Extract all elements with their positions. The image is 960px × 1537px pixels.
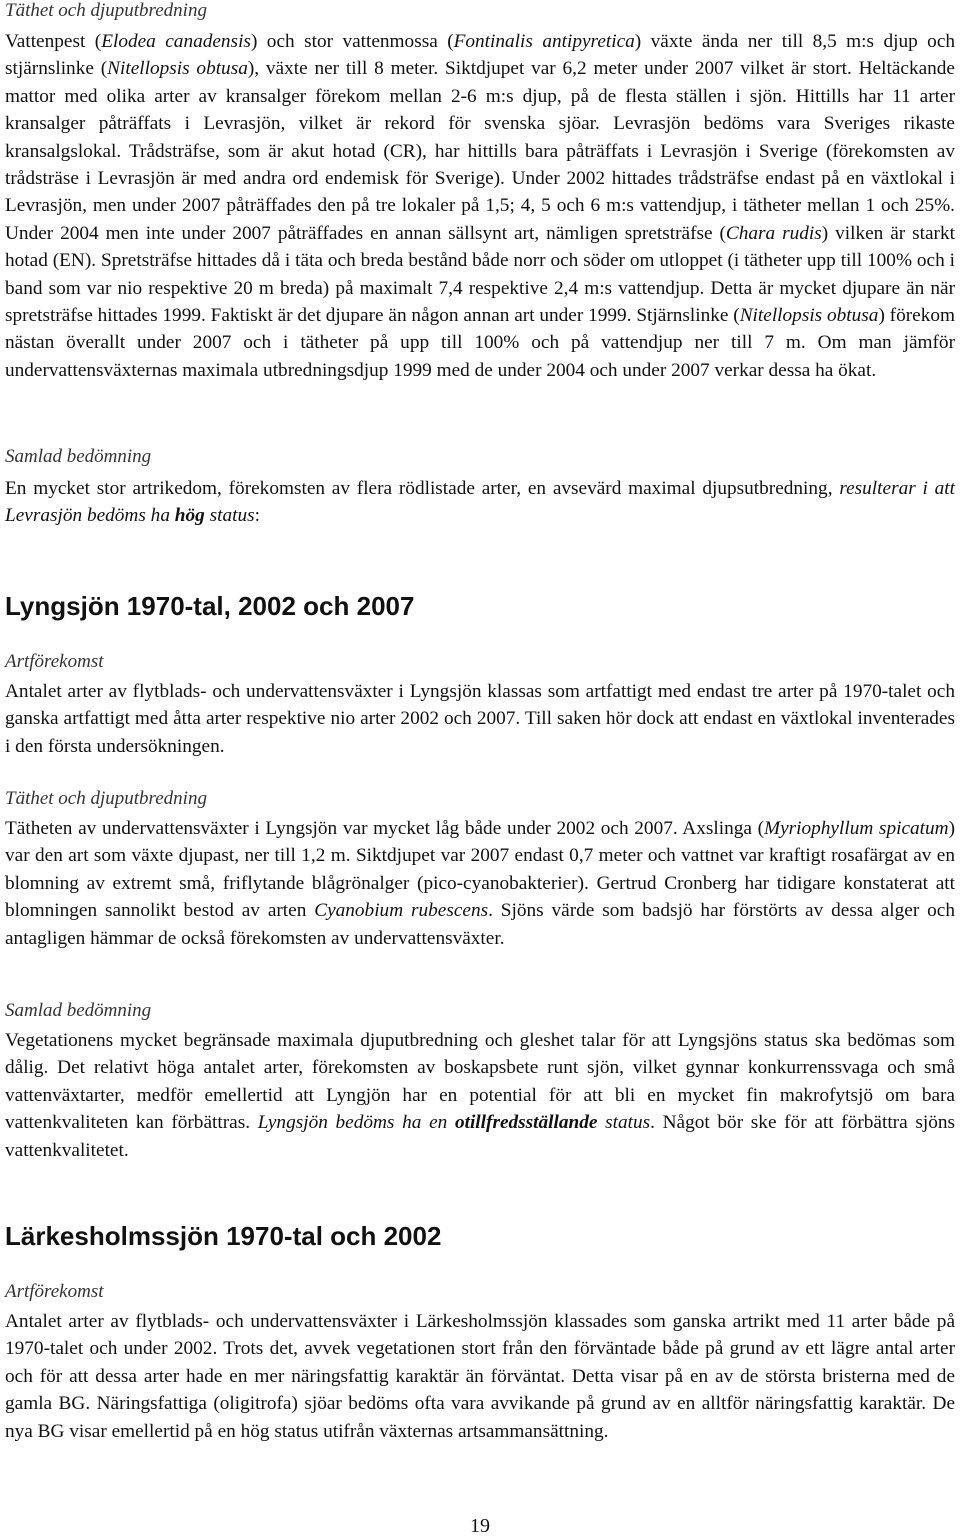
species-name: Elodea canadensis — [101, 31, 251, 52]
page-number: 19 — [470, 1515, 490, 1537]
paragraph-lyngsjon-depth — [5, 815, 955, 952]
status-word: otillfredsställande — [454, 1112, 598, 1134]
text-run: ) förekom nästan överallt under 2007 och i tätheter på upp till 100% och på vattendjup ner till 7 m. Om man jämför undervattensväxternas maximala utbredningsdjup 1999 med de under 2004 och under 2007 verkar dessa ha ökat. — [5, 305, 956, 381]
subheading-samlad-bedomning: Samlad bedömning — [5, 446, 152, 467]
text-run: ) vilken är starkt hotad (EN). Spretsträfse hittades då i täta och breda bestånd både norr och söder om utloppet (i tätheter upp till 100% och i band som var nio respektive 20 m breda) på maximalt 7,4 respektive 2,4 m:s vattendjup. Detta är mycket djupare än när spretsträfse hittades 1999. Faktiskt är det djupare än någon annan art under 1999. Stjärnslinke ( — [5, 222, 955, 327]
species-name: Nitellopsis obtusa — [107, 58, 248, 80]
text-run: ) växte ända ner till 8,5 m:s djup och stjärnslinke ( — [5, 31, 956, 80]
text-run-italic: resulterar i att Levrasjön bedöms ha — [5, 478, 956, 527]
text-run: ) var den art som växte djupast, ner till 1,2 m. Siktdjupet var 2007 endast 0,7 meter och vattnet var kraftigt rosafärgat av en blomning av extremt små, friflytande blågrönalger (pico-cyanobakterier). Gertrud Cronberg har tidigare konstaterat att blomningen sannolikt bestod av arten — [5, 818, 955, 922]
section-heading-larkesholmssjon: Lärkesholmssjön 1970-tal och 2002 — [5, 1221, 442, 1251]
paragraph-levrasjon-depth — [5, 28, 955, 384]
text-run: . Sjöns värde som badsjö har förstörts av dessa alger och antagligen hämmar de också förekomsten av undervattensväxter. — [5, 900, 955, 949]
paragraph-lyngsjon-species: Antalet arter av flytblads- och undervattensväxter i Lyngsjön klassas som artfattigt med endast tre arter på 1970-talet och ganska artfattigt med åtta arter respektive nio arter 2002 och 2007. Till saken hör dock att endast en växtlokal inventerades i den första undersökningen. — [5, 681, 955, 757]
text-run: ) och stor vattenmossa ( — [250, 31, 454, 52]
paragraph-lyngsjon-assessment — [5, 1027, 955, 1164]
text-run: Vegetationens mycket begränsade maximala djuputbredning och gleshet talar för att Lyngsjöns status ska bedömas som dålig. Det relativt höga antalet arter, förekomsten av boskapsbete runt sjön, vilket gynnar konkurrenssvaga och små vattenväxtarter, medför emellertid att Lyngjön har en potential för att bli en mycket fin makrofytsjö om bara vattenkvaliteten kan förbättras. — [5, 1030, 955, 1134]
text-run-italic: status — [204, 505, 255, 527]
subheading-artforekomst: Artförekomst — [5, 1281, 104, 1302]
paragraph-larkesholmssjon-species: Antalet arter av flytblads- och undervattensväxter i Lärkesholmssjön klassades som ganska artrikt med 11 arter både på 1970-talet och under 2002. Trots det, avvek vegetationen stort från den förväntade både på grund av ett lägre antal arter och för att dessa arter hade en mer näringsfattig karaktär än förväntat. Detta visar på en av de största bristerna med de gamla BG. Näringsfattiga (oligitrofa) sjöar bedöms ofta vara avvikande på grund av en alltför näringsfattig karaktär. De nya BG visar emellertid på en hög status utifrån växternas artsammansättning. — [5, 1311, 955, 1442]
species-name: Fontinalis antipyretica — [453, 31, 635, 52]
status-word: hög — [174, 505, 205, 527]
subheading-tathet: Täthet och djuputbredning — [5, 788, 207, 809]
subheading-artforekomst: Artförekomst — [5, 651, 104, 672]
species-name: Myriophyllum spicatum — [764, 818, 949, 839]
text-run-italic: Lyngsjön bedöms ha en — [257, 1112, 455, 1134]
text-run: Vattenpest ( — [5, 31, 102, 52]
subheading-tathet: Täthet och djuputbredning — [5, 0, 207, 21]
text-run: . Något bör ske för att förbättra sjöns vattenkvalitetet. — [5, 1112, 955, 1161]
subheading-samlad-bedomning: Samlad bedömning — [5, 1000, 152, 1021]
section-heading-lyngsjon: Lyngsjön 1970-tal, 2002 och 2007 — [5, 591, 415, 621]
text-run: Tätheten av undervattensväxter i Lyngsjön var mycket låg både under 2002 och 2007. Axslinga ( — [5, 818, 765, 839]
text-run: En mycket stor artrikedom, förekomsten av flera rödlistade arter, en avsevärd maximal djupsutbredning, — [5, 478, 840, 499]
species-name: Chara rudis — [725, 222, 822, 244]
paragraph-levrasjon-assessment — [5, 475, 955, 530]
text-run-italic: status — [597, 1112, 651, 1134]
text-run: : — [254, 505, 260, 527]
species-name: Nitellopsis obtusa — [739, 305, 879, 327]
species-name: Cyanobium rubescens — [314, 900, 489, 922]
text-run: ), växte ner till 8 meter. Siktdjupet var 6,2 meter under 2007 vilket är stort. Heltäckande mattor med olika arter av kransalger förekom mellan 2-6 m:s djup, på de flesta ställen i sjön. Hittills har 11 arter kransalger påträffats i Levrasjön, vilket är rekord för svenska sjöar. Levrasjön bedöms vara Sveriges rikaste kransalgslokal. Trådsträfse, som är akut hotad (CR), har hittills bara påträffats i Levrasjön i Sverige (förekomsten av trådsträse i Levrasjön är med andra ord endemisk för Sverige). Under 2002 hittades trådsträfse endast på en växtlokal i Levrasjön, men under 2007 påträffades den på tre lokaler på 1,5; 4, 5 och 6 m:s vattendjup, i tätheter mellan 1 och 25%. Under 2004 men inte under 2007 påträffades en annan sällsynt art, nämligen spretsträfse ( — [5, 58, 955, 244]
